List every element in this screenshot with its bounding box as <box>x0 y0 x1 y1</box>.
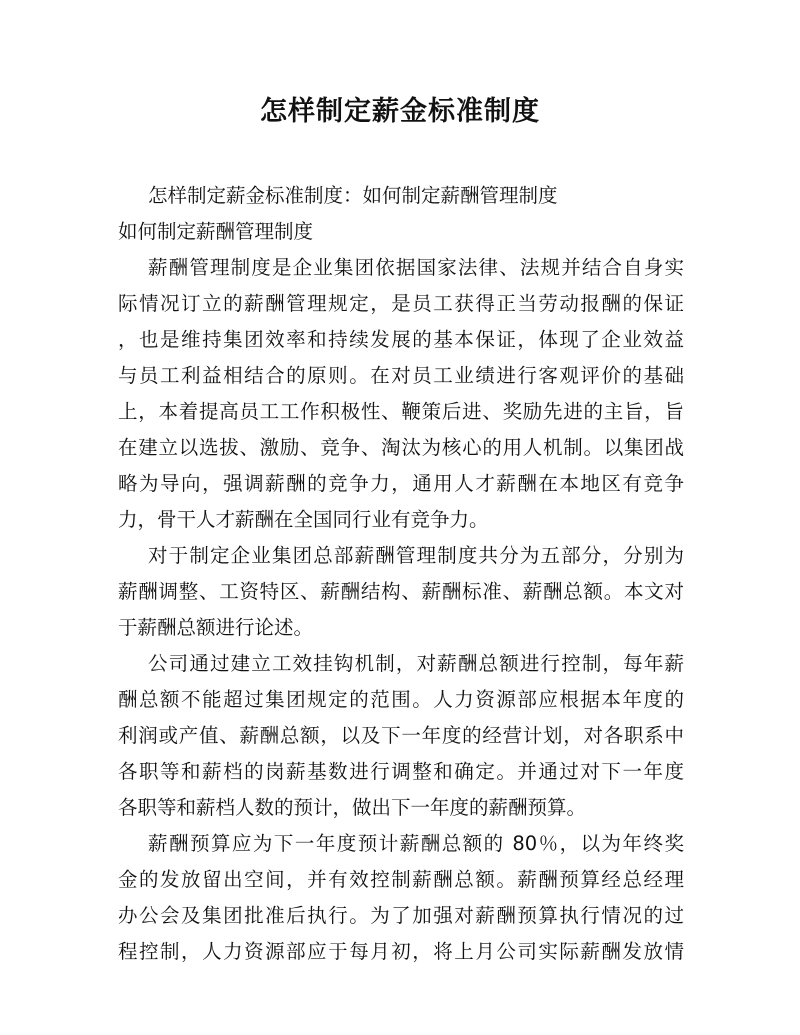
paragraph-line: 办公会及集团批准后执行。为了加强对薪酬预算执行情况的过 <box>118 904 684 927</box>
paragraph-line: 如何制定薪酬管理制度 <box>118 220 314 243</box>
paragraph-line: 于薪酬总额进行论述。 <box>118 616 314 639</box>
paragraph-line: 公司通过建立工效挂钩机制，对薪酬总额进行控制，每年薪 <box>148 652 684 675</box>
paragraph-line: 在建立以选拔、激励、竞争、淘汰为核心的用人机制。以集团战 <box>118 436 684 459</box>
paragraph-line: 怎样制定薪金标准制度：如何制定薪酬管理制度 <box>148 184 558 207</box>
paragraph-line: 对于制定企业集团总部薪酬管理制度共分为五部分，分别为 <box>148 544 684 567</box>
paragraph-line: 力，骨干人才薪酬在全国同行业有竞争力。 <box>118 508 489 531</box>
document-title: 怎样制定薪金标准制度 <box>260 96 540 127</box>
paragraph-line: 薪酬管理制度是企业集团依据国家法律、法规并结合自身实 <box>148 256 684 279</box>
paragraph-line: 金的发放留出空间，并有效控制薪酬总额。薪酬预算经总经理 <box>118 868 684 891</box>
paragraph-line: 各职等和薪档的岗薪基数进行调整和确定。并通过对下一年度 <box>118 760 684 783</box>
paragraph-line: ，也是维持集团效率和持续发展的基本保证，体现了企业效益 <box>118 328 684 351</box>
paragraph-line: 薪酬调整、工资特区、薪酬结构、薪酬标准、薪酬总额。本文对 <box>118 580 684 603</box>
paragraph-line: 略为导向，强调薪酬的竞争力，通用人才薪酬在本地区有竞争 <box>118 472 684 495</box>
paragraph-line: 程控制，人力资源部应于每月初，将上月公司实际薪酬发放情 <box>118 940 684 963</box>
document-body <box>118 178 684 970</box>
paragraph-line: 各职等和薪档人数的预计，做出下一年度的薪酬预算。 <box>118 796 587 819</box>
paragraph-line: 酬总额不能超过集团规定的范围。人力资源部应根据本年度的 <box>118 688 684 711</box>
paragraph-line: 际情况订立的薪酬管理规定，是员工获得正当劳动报酬的保证 <box>118 292 684 315</box>
paragraph-line: 薪酬预算应为下一年度预计薪酬总额的 80％，以为年终奖 <box>148 832 684 855</box>
paragraph-line: 上，本着提高员工工作积极性、鞭策后进、奖励先进的主旨，旨 <box>118 400 684 423</box>
paragraph-line: 利润或产值、薪酬总额，以及下一年度的经营计划，对各职系中 <box>118 724 684 747</box>
paragraph-line: 与员工利益相结合的原则。在对员工业绩进行客观评价的基础 <box>118 364 684 387</box>
